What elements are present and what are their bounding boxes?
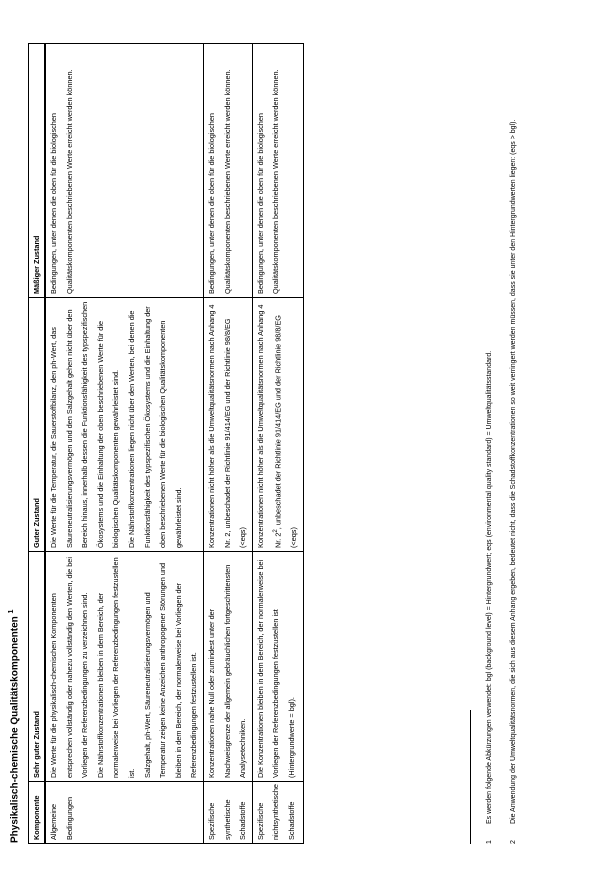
- component-line: Schadstoffe: [286, 801, 296, 840]
- header-good: Guter Zustand: [29, 298, 46, 552]
- component-cell: [203, 782, 252, 844]
- component-line: Spezifische: [255, 802, 265, 840]
- cell-paragraph: Salzgehalt, ph-Wert, Säureneutralisierungsvermögen und Temperatur zeigen keine Anzeichen anthropogener Störungen und bleiben in dem Bereich, der normalerweise bei Vorliegen der Referenzbedingungen festzustellen ist.: [142, 562, 199, 778]
- cell-paragraph: Konzentrationen nahe Null oder zumindest unter der Nachweisgrenze der allgemein gebräuchlichen fortgeschrittensten Analysetechniken.: [206, 564, 248, 778]
- cell-paragraph: Die Nährstoffkonzentrationen liegen nicht über den Werten, bei denen die Funktionsfähigkeit des typspezifischen Ökosystems und die Einhaltung der oben beschriebenen Werte für die biologischen Qualitätskomponenten gewährleistet sind.: [126, 306, 183, 548]
- component-cell: [45, 782, 203, 844]
- component-line: Schadstoffe: [238, 801, 248, 840]
- moderate-cell: Bedingungen, unter denen die oben für die biologischen Qualitätskomponenten beschriebenen Werte erreicht werden können.: [203, 44, 252, 298]
- good-text-continued: , unbeschadet der Richtlinie 91/414/EG und der Richtlinie 98/8/EG (<eqs): [273, 315, 299, 548]
- header-very-good: Sehr guter Zustand: [29, 552, 46, 782]
- table-header-row: [29, 44, 46, 844]
- header-component: Komponente: [29, 782, 46, 844]
- moderate-cell: Bedingungen, unter denen die oben für die biologischen Qualitätskomponenten beschriebenen Werte erreicht werden können.: [252, 44, 303, 298]
- footnote-number: 2: [510, 840, 517, 844]
- table-row: [203, 44, 252, 844]
- header-moderate: Mäßiger Zustand: [29, 44, 46, 298]
- footnote-separator: [470, 710, 471, 844]
- moderate-cell: Bedingungen, unter denen die oben für die biologischen Qualitätskomponenten beschriebenen Werte erreicht werden können.: [45, 44, 203, 298]
- table-row: [45, 44, 203, 844]
- table-row: [252, 44, 303, 844]
- good-text: Konzentrationen nicht höher als die Umweltqualitätsnormen nach Anhang 4 Nr. 2: [255, 304, 283, 548]
- footnote-text: Die Anwendung der Umweltqualitätsnormen, die sich aus diesem Anhang ergeben, bedeutet nicht, dass die Schadstoffkonzentrationen so weit verringert werden müssen, dass sie unter den Hintergrundwerten liegen: (eqs > bgl).: [510, 119, 517, 824]
- component-line: Spezifische: [206, 802, 216, 840]
- very-good-cell: [252, 552, 303, 782]
- footnote-reference[interactable]: 2: [272, 529, 280, 533]
- very-good-cell: [45, 552, 203, 782]
- page-heading: [8, 610, 20, 843]
- footnote-marker: 1: [8, 609, 15, 614]
- cell-paragraph: Die Werte für die physikalisch-chemischen Komponenten entsprechen vollständig oder nahezu vollständig den Werten, die bei Vorliegen der Referenzbedingungen zu verzeichnen sind.: [49, 557, 90, 778]
- component-line: Bedingungen: [64, 796, 74, 840]
- good-text: Konzentrationen nicht höher als die Umweltqualitätsnormen nach Anhang 4 Nr. 2, unbeschadet der Richtlinie 91/414/EG und der Richtlinie 98/8/EG (<eqs): [206, 304, 248, 548]
- component-cell: [252, 782, 303, 844]
- footnote-text: Es werden folgende Abkürzungen verwendet: bgl (background level) = Hintergrundwert; eqs (environmental quality standard) = Umweltqualitätsstandard.: [486, 350, 493, 824]
- footnote-number: 1: [486, 840, 493, 844]
- footnote-item: [485, 44, 495, 844]
- good-cell: [203, 298, 252, 552]
- footnote-item: [509, 44, 519, 844]
- quality-components-table: [28, 43, 304, 844]
- cell-paragraph: Die Konzentrationen bleiben in dem Bereich, der normalerweise bei Vorliegen der Referenzbedingungen festzustellen ist (Hintergrundwerte = bgl).: [255, 559, 296, 778]
- good-cell: [252, 298, 303, 552]
- component-line: Allgemeine: [49, 803, 58, 840]
- very-good-cell: [203, 552, 252, 782]
- component-line: synthetische: [222, 799, 232, 840]
- cell-paragraph: Die Werte für die Temperatur, die Sauerstoffbilanz, den ph-Wert, das Säureneutralisierungsvermögen und den Salzgehalt gehen nicht über den Bereich hinaus, innerhalb dessen die Funktionsfähigkeit des typspezifischen Ökosystems und die Einhaltung der oben beschriebenen Werte für die biologischen Qualitätskomponenten gewährleistet sind.: [49, 301, 121, 548]
- heading-title: Physikalisch-chemische Qualitätskomponenten: [9, 616, 21, 843]
- component-line: nichtsynthetische: [271, 784, 281, 840]
- cell-paragraph: Die Nährstoffkonzentrationen bleiben in dem Bereich, der normalerweise bei Vorliegen der Referenzbedingungen festzustellen ist.: [95, 557, 136, 778]
- good-cell: [45, 298, 203, 552]
